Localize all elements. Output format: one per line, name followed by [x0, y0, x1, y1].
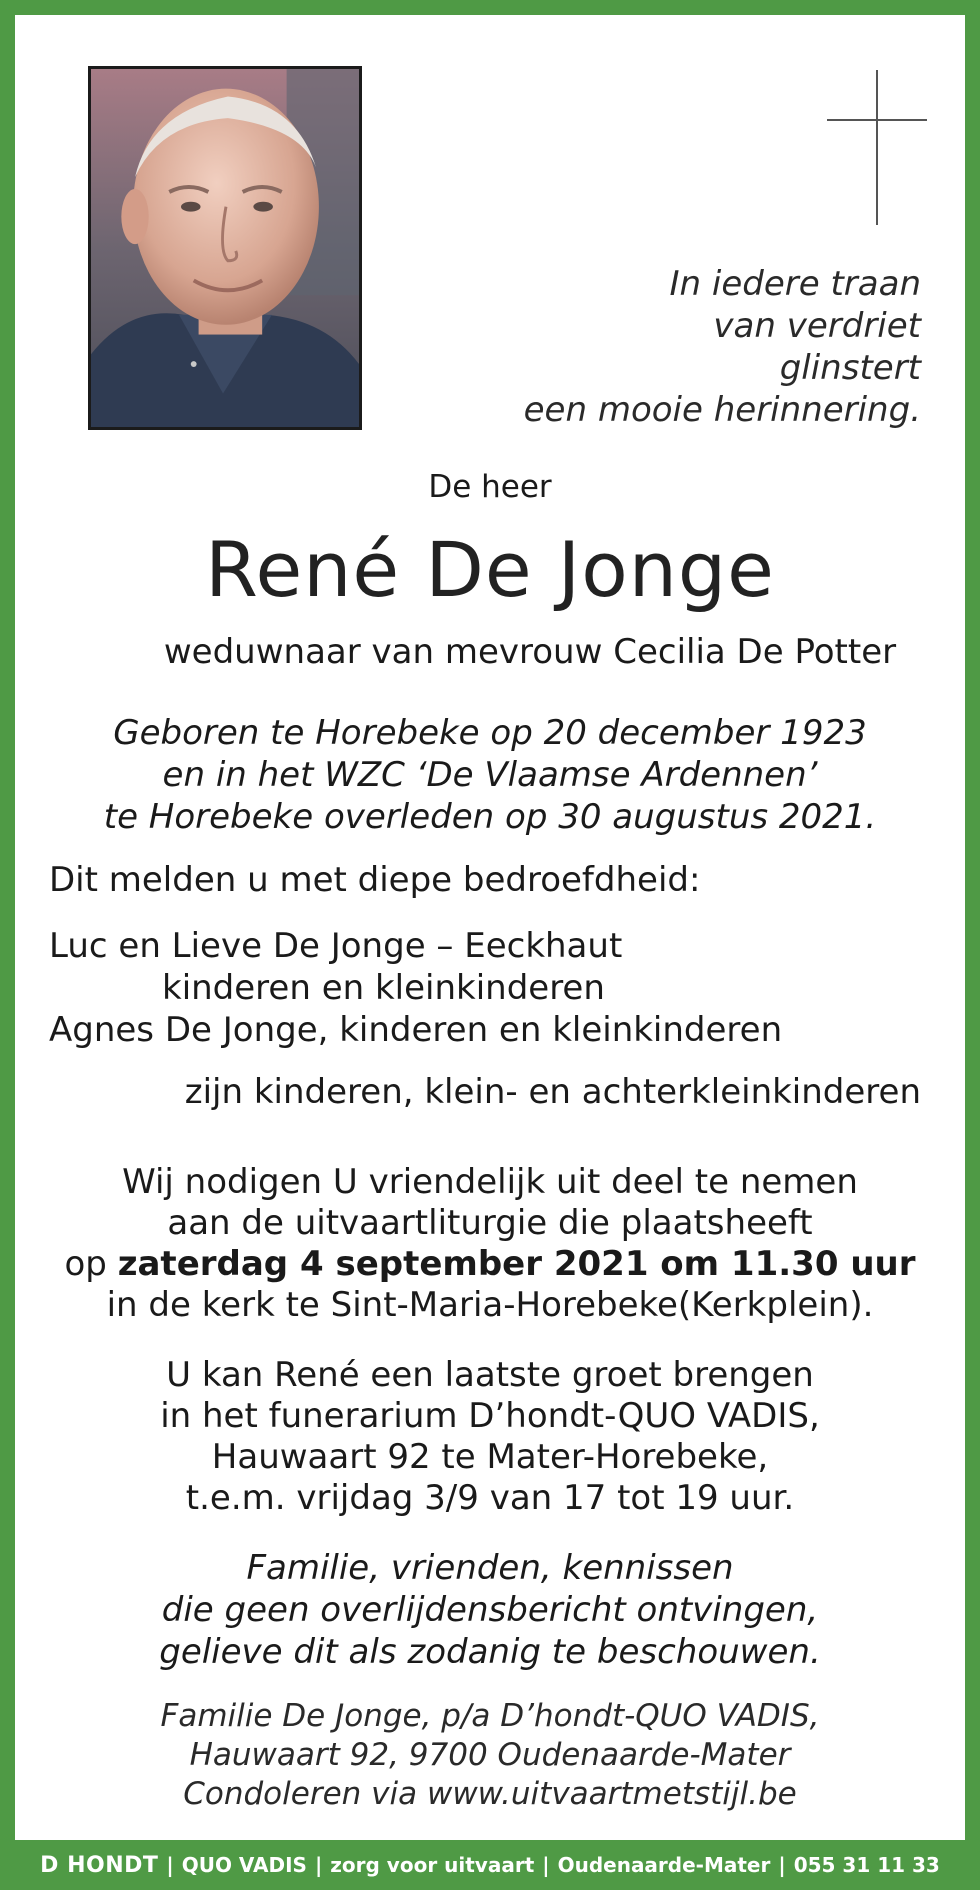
- invite-prefix: op: [64, 1244, 107, 1284]
- brand-quo-vadis: QUO VADIS: [181, 1853, 307, 1877]
- funeral-home-footer: [0, 1840, 980, 1890]
- funeral-date: zaterdag 4 september 2021 om 11.30 uur: [117, 1244, 916, 1284]
- family-member: Agnes De Jonge, kinderen en kleinkinderen: [49, 1010, 783, 1050]
- honorific: De heer: [428, 469, 552, 505]
- birth-line: te Horebeke overleden op 30 augustus 2021.: [103, 797, 877, 837]
- invite-line: aan de uitvaartliturgie die plaatsheeft: [167, 1203, 813, 1243]
- obituary-card: [15, 15, 965, 1840]
- service-text: zorg voor uitvaart: [330, 1853, 535, 1877]
- location-text: Oudenaarde-Mater: [557, 1853, 771, 1877]
- widow-line: weduwnaar van mevrouw Cecilia De Potter: [163, 632, 897, 672]
- divider: |: [314, 1853, 323, 1877]
- divider: |: [542, 1853, 550, 1877]
- funeral-invitation: [15, 1162, 965, 1326]
- announcement-line: Dit melden u met diepe bedroefdheid:: [49, 860, 701, 900]
- invite-line: in de kerk te Sint-Maria-Horebeke(Kerkplein).: [106, 1285, 874, 1325]
- phone-number[interactable]: 055 31 11 33: [793, 1853, 940, 1877]
- visit-line: Hauwaart 92 te Mater-Horebeke,: [211, 1437, 769, 1477]
- family-member: kinderen en kleinkinderen: [162, 968, 605, 1008]
- birth-line: en in het WZC ‘De Vlaamse Ardennen’: [162, 755, 818, 795]
- portrait-photo: [88, 66, 362, 430]
- visit-line: in het funerarium D’hondt-QUO VADIS,: [160, 1396, 820, 1436]
- family-member: Luc en Lieve De Jonge – Eeckhaut: [49, 926, 623, 966]
- divider: |: [778, 1853, 786, 1877]
- poem-line: van verdriet: [713, 306, 921, 346]
- notice-text: [15, 1547, 965, 1673]
- notice-line: Familie, vrienden, kennissen: [246, 1548, 734, 1588]
- poem-line: een mooie herinnering.: [523, 390, 921, 430]
- visitation-info: [15, 1355, 965, 1519]
- brand-name: D HONDT: [40, 1852, 159, 1878]
- contact-info: [15, 1697, 965, 1814]
- birth-line: Geboren te Horebeke op 20 december 1923: [113, 713, 867, 753]
- visit-line: U kan René een laatste groet brengen: [166, 1355, 814, 1395]
- notice-line: die geen overlijdensbericht ontvingen,: [161, 1590, 819, 1630]
- children-line: zijn kinderen, klein- en achterkleinkinderen: [184, 1072, 921, 1112]
- condolence-link[interactable]: Condoleren via www.uitvaartmetstijl.be: [183, 1776, 797, 1812]
- contact-line: Hauwaart 92, 9700 Oudenaarde-Mater: [189, 1737, 791, 1773]
- divider: |: [166, 1853, 174, 1877]
- memorial-poem: [421, 263, 921, 431]
- birth-death-info: [15, 712, 965, 838]
- deceased-name: René De Jonge: [205, 525, 775, 614]
- poem-line: glinstert: [779, 348, 921, 388]
- notice-line: gelieve dit als zodanig te beschouwen.: [159, 1632, 821, 1672]
- portrait-illustration: [91, 69, 359, 427]
- cross-icon: [827, 70, 927, 225]
- poem-line: In iedere traan: [669, 264, 921, 304]
- invite-line: [15, 1244, 965, 1285]
- visit-line: t.e.m. vrijdag 3/9 van 17 tot 19 uur.: [185, 1478, 795, 1518]
- family-list: [49, 925, 782, 1051]
- contact-line: Familie De Jonge, p/a D’hondt-QUO VADIS,: [160, 1698, 820, 1734]
- invite-line: Wij nodigen U vriendelijk uit deel te nemen: [122, 1162, 858, 1202]
